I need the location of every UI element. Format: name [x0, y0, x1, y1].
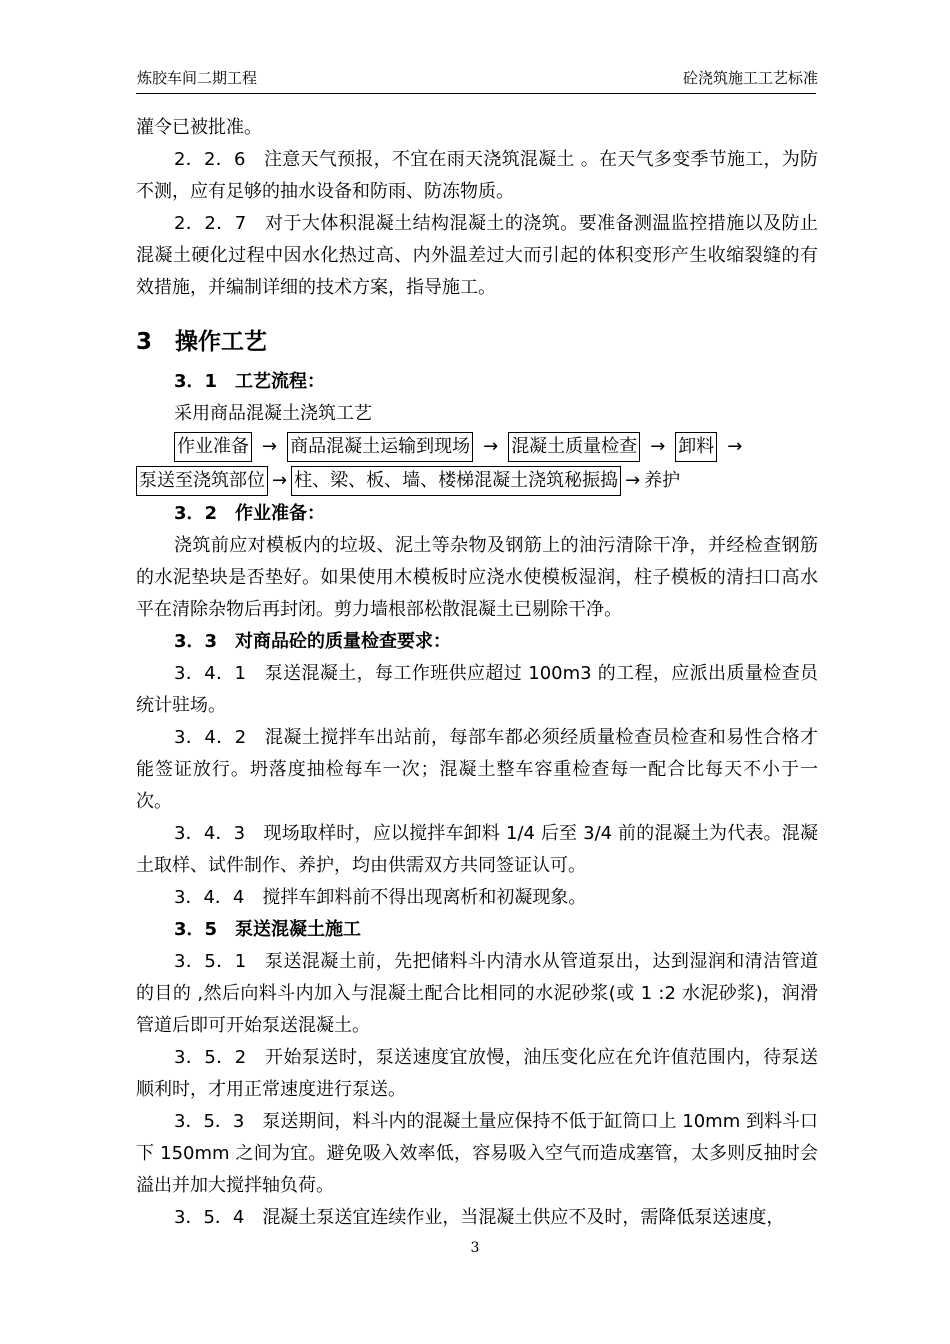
process-flow-line-2: [136, 464, 818, 498]
paragraph-3-5-3: 3．5．3 泵送期间，料斗内的混凝土量应保持不低于缸筒口上 10mm 到料斗口下 150mm 之间为宜。避免吸入效率低，容易吸入空气而造成塞管，太多则反抽时会溢出并加大搅拌轴负荷。: [136, 1111, 818, 1196]
flow-arrow: →: [727, 436, 743, 457]
flow-arrow: →: [650, 436, 666, 457]
page-header-right: 砼浇筑施工工艺标准: [682, 69, 818, 87]
page-number: 3: [470, 1240, 480, 1256]
page-header-left: 炼胶车间二期工程: [137, 69, 258, 87]
flow-arrow: →: [625, 470, 641, 491]
paragraph-3-2: 浇筑前应对模板内的垃圾、泥土等杂物及钢筋上的油污清除干净，并经检查钢筋的水泥垫块是否垫好。如果使用木模板时应浇水使模板湿润，柱子模板的清扫口高水平在清除杂物后再封闭。剪力墙根部松散混凝土已剔除干净。: [136, 535, 818, 620]
flow-arrow: →: [483, 436, 499, 457]
process-flow-line-1: [136, 430, 818, 464]
paragraph-3-5-2: 3．5．2 开始泵送时，泵送速度宜放慢，油压变化应在允许值范围内，待泵送顺利时，才用正常速度进行泵送。: [136, 1047, 818, 1100]
heading-3-1: 3．1 工艺流程：: [174, 371, 326, 392]
header-rule: [136, 93, 816, 94]
heading-3-3: 3．3 对商品砼的质量检查要求：: [174, 631, 452, 652]
heading-3-2: 3．2 作业准备：: [174, 503, 326, 524]
flow-step-quality-check: 混凝土质量检查: [508, 432, 640, 462]
flow-step-pump: 泵送至浇筑部位: [136, 466, 268, 496]
flow-step-cure: 养护: [644, 470, 681, 491]
paragraph-3-4-1: 3．4．1 泵送混凝土，每工作班供应超过 100m3 的工程，应派出质量检查员统计驻场。: [136, 663, 818, 716]
paragraph-2-2-7: 2．2．7 对于大体积混凝土结构混凝土的浇筑。要准备测温监控措施以及防止混凝土硬化过程中因水化热过高、内外温差过大而引起的体积变形产生收缩裂缝的有效措施，并编制详细的技术方案，指导施工。: [136, 213, 818, 298]
flow-arrow: →: [262, 436, 278, 457]
flow-step-unload: 卸料: [675, 432, 717, 462]
flow-step-prep: 作业准备: [174, 432, 252, 462]
flow-arrow: →: [272, 470, 288, 491]
paragraph-3-1: 采用商品混凝土浇筑工艺: [174, 403, 372, 424]
document-body: [136, 112, 818, 1234]
paragraph-3-4-2: 3．4．2 混凝土搅拌车出站前，每部车都必须经质量检查员检查和易性合格才能签证放行。坍落度抽检每车一次；混凝土整车容重检查每一配合比每天不小于一次。: [136, 727, 818, 812]
heading-3-5: 3．5 泵送混凝土施工: [174, 919, 362, 940]
paragraph-3-5-1: 3．5．1 泵送混凝土前，先把储料斗内清水从管道泵出，达到湿润和清洁管道的目的 ,然后向料斗内加入与混凝土配合比相同的水泥砂浆(或 1 :2 水泥砂浆)，润滑管道后即可开始泵送混凝土。: [136, 951, 818, 1036]
section-3-heading: 3 操作工艺: [136, 329, 268, 355]
paragraph-3-5-4: 3．5．4 混凝土泵送宜连续作业，当混凝土供应不及时，需降低泵送速度，: [174, 1207, 785, 1228]
paragraph-3-4-4: 3．4．4 搅拌车卸料前不得出现离析和初凝现象。: [174, 887, 587, 908]
paragraph-3-4-3: 3．4．3 现场取样时，应以搅拌车卸料 1/4 后至 3/4 前的混凝土为代表。混凝土取样、试件制作、养护，均由供需双方共同签证认可。: [136, 823, 818, 876]
paragraph-continuation: 灌令已被批准。: [136, 117, 262, 138]
flow-step-transport: 商品混凝土运输到现场: [287, 432, 473, 462]
flow-step-pour-vibrate: 柱、梁、板、墙、楼梯混凝土浇筑秘振捣: [291, 466, 621, 496]
paragraph-2-2-6: 2．2．6 注意天气预报，不宜在雨天浇筑混凝土 。在天气多变季节施工，为防不测，应有足够的抽水设备和防雨、防冻物质。: [136, 149, 818, 202]
